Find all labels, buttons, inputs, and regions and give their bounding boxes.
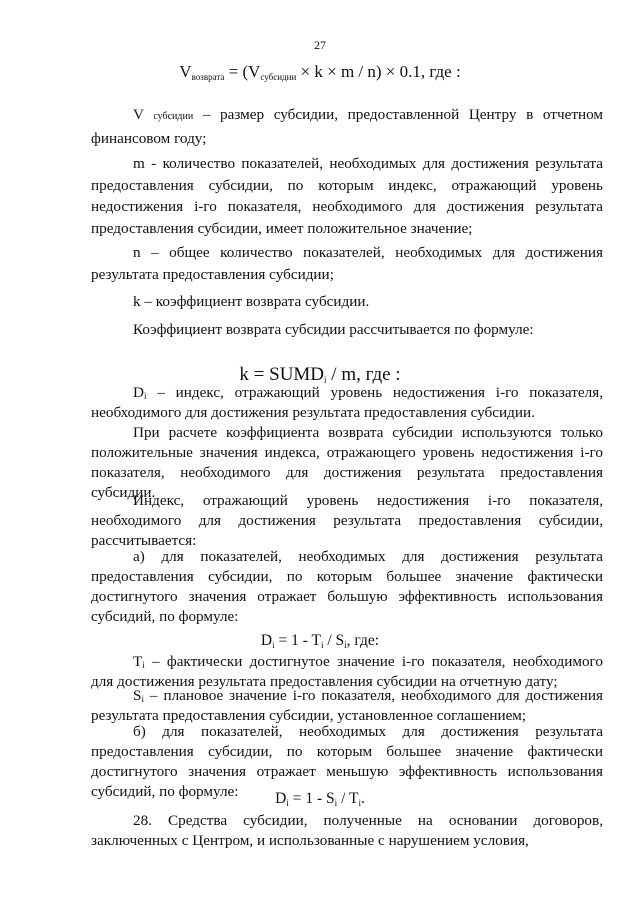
para-28: 28. Средства субсидии, полученные на основании договоров, заключенных с Центром, и использованные с нарушением условия, xyxy=(91,812,603,849)
def-k: k – коэффициент возврата субсидии. xyxy=(133,293,370,310)
formula-di-a: $D_i = 1 - T_i / S_i$, где: xyxy=(260,632,380,650)
def-m: m - количество показателей, необходимых для достижения результата предоставления субсидии, по которым индекс, отражающий уровень недостижения i-го показателя, необходимого для достижения результата предоставления субсидии, имеет положительное значение; xyxy=(91,155,603,237)
formula-di-b: $D_i = 1 - S_i / T_i$. xyxy=(275,790,365,808)
para-index: Индекс, отражающий уровень недостижения i-го показателя, необходимого для достижения результата предоставления субсидии, рассчитывается: xyxy=(91,492,603,549)
def-di: $D_i$ – индекс, отражающий уровень недостижения i-го показателя, необходимого для достижения результата предоставления субсидии. xyxy=(91,384,603,421)
page-number: 27 xyxy=(314,38,326,52)
def-n: n – общее количество показателей, необходимых для достижения результата предоставления субсидии; xyxy=(91,244,603,283)
item-a: а) для показателей, необходимых для достижения результата предоставления субсидии, по которым большее значение фактически достигнутого значения отражает большую эффективность использования субсидий, по формуле: xyxy=(91,548,603,625)
def-ti: $T_i$ – фактически достигнутое значение i-го показателя, необходимого для достижения результата предоставления субсидии на отчетную дату; xyxy=(91,653,603,690)
formula-return-amount: $V_{возврата} = (V_{субсидии} \times k \times m / n) \times 0.1$, где : xyxy=(179,62,461,82)
item-b: б) для показателей, необходимых для достижения результата предоставления субсидии, по которым большее значение фактически достигнутого значения отражает меньшую эффективность использования субсидий, по формуле: xyxy=(91,723,603,800)
para-positive-values: При расчете коэффициента возврата субсидии используются только положительные значения индекса, отражающего уровень недостижения i-го показателя, необходимого для достижения результата предоставления субсидии. xyxy=(91,424,603,501)
formula-k: $k = SUMD_i / m$, где : xyxy=(239,364,401,385)
coef-intro: Коэффициент возврата субсидии рассчитывается по формуле: xyxy=(133,321,534,338)
def-v-subsidy: V субсидии – размер субсидии, предоставленной Центру в отчетном финансовом году; xyxy=(91,106,603,147)
def-si: $S_i$ – плановое значение i-го показателя, необходимого для достижения результата предоставления субсидии, установленное соглашением; xyxy=(91,687,603,724)
